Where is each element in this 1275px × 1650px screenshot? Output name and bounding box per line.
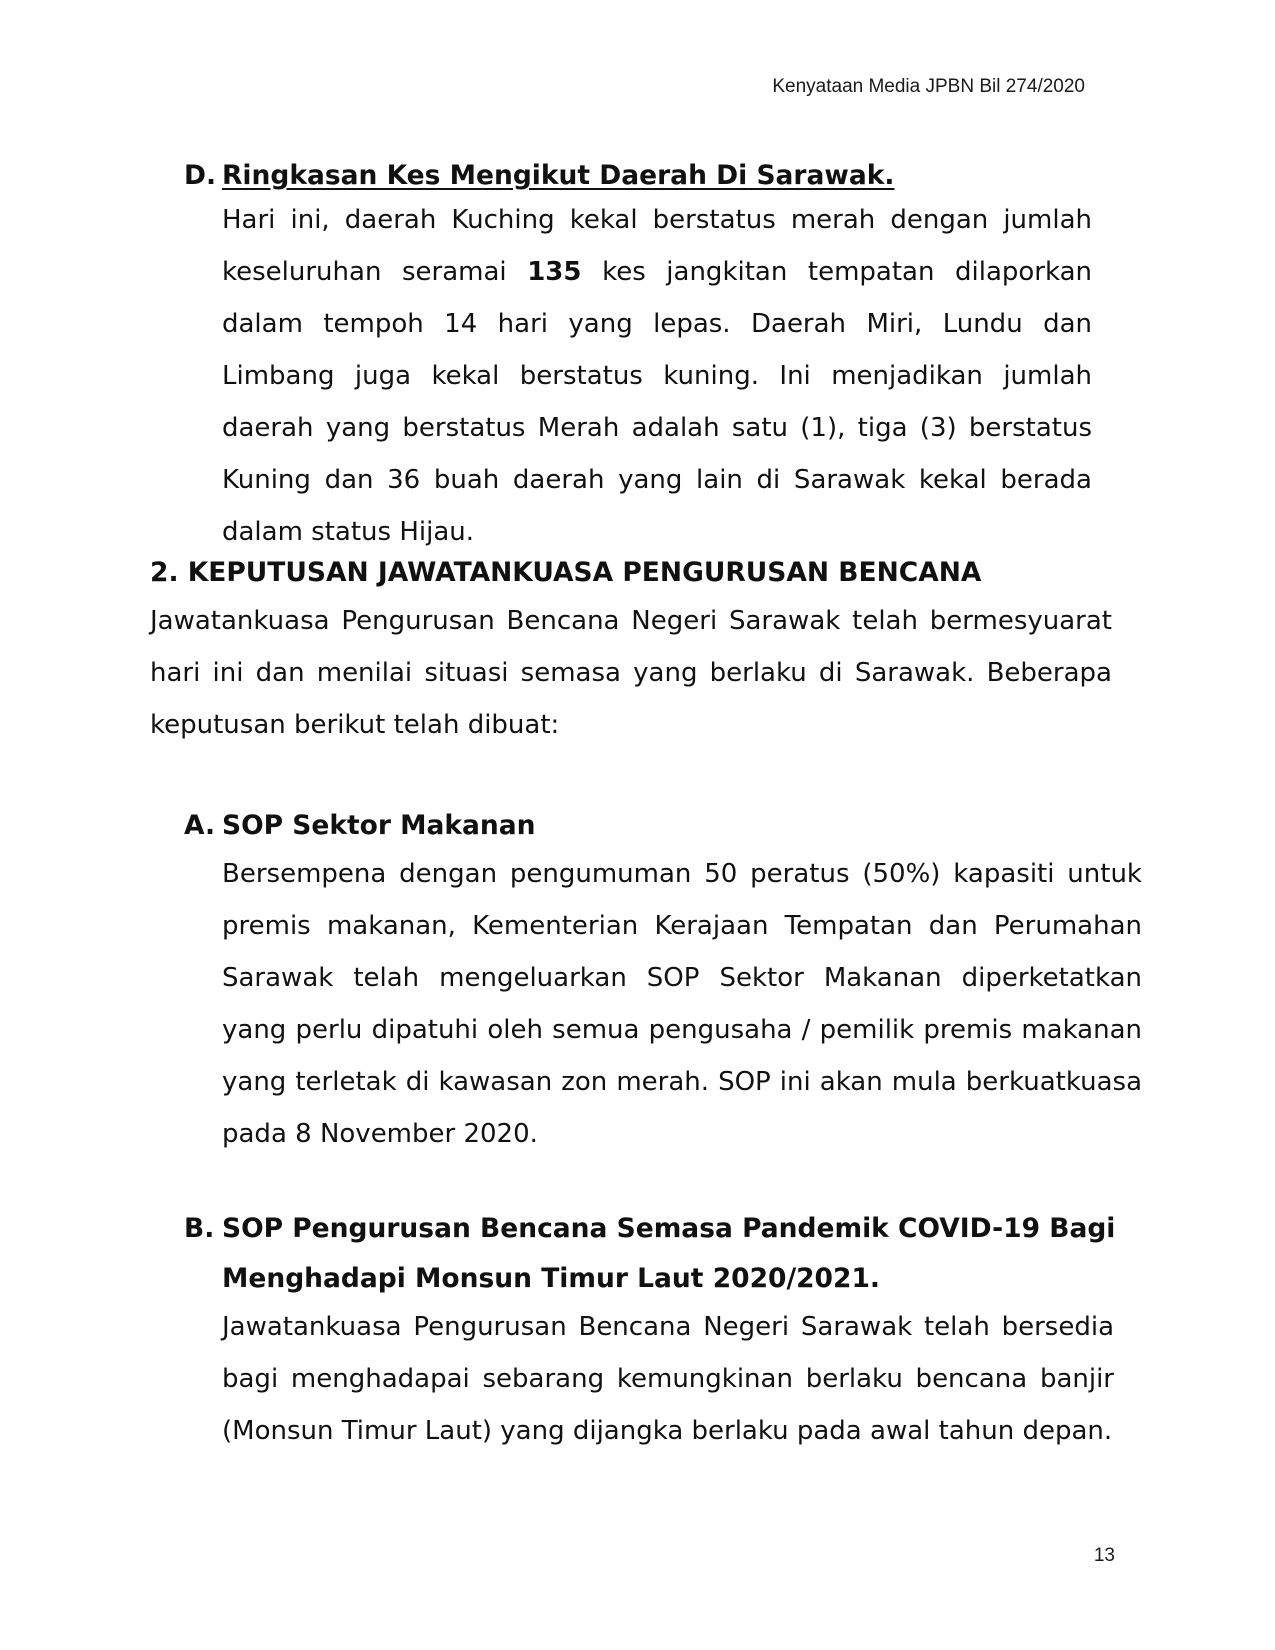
section-d-paragraph (222, 194, 1092, 558)
section-a-title: SOP Sektor Makanan (222, 810, 536, 841)
section-a-body (222, 848, 1142, 1160)
section-2-body (150, 595, 1112, 751)
section-d-body (222, 194, 1092, 558)
section-b-title-line2: Menghadapi Monsun Timur Laut 2020/2021. (222, 1263, 880, 1294)
section-a-paragraph: Bersempena dengan pengumuman 50 peratus (50%) kapasiti untuk premis makanan, Kementerian Kerajaan Tempatan dan Perumahan Sarawak telah mengeluarkan SOP Sektor Makanan diperketatkan yang perlu dipatuhi oleh semua pengusaha / pemilik premis makanan yang terletak di kawasan zon merah. SOP ini akan mula berkuatkuasa pada 8 November 2020. (222, 859, 1142, 1149)
page-header: Kenyataan Media JPBN Bil 274/2020 (772, 76, 1085, 97)
section-b-body (222, 1301, 1114, 1457)
section-a-marker: A. (184, 810, 216, 841)
section-b-heading (184, 1203, 1115, 1255)
section-a-heading (184, 800, 535, 852)
section-d-text-2: kes jangkitan tempatan dilaporkan dalam tempoh 14 hari yang lepas. Daerah Miri, Lundu dan Limbang juga kekal berstatus kuning. Ini menjadikan jumlah daerah yang berstatus Merah adalah satu (1), tiga (3) berstatus Kuning dan 36 buah daerah yang lain di Sarawak kekal berada dalam status Hijau. (222, 257, 1093, 547)
section-d-text-1: Hari ini, daerah Kuching kekal berstatus merah dengan jumlah keseluruhan seramai (222, 205, 1092, 287)
section-b-paragraph: Jawatankuasa Pengurusan Bencana Negeri Sarawak telah bersedia bagi menghadapai sebarang kemungkinan berlaku bencana banjir (Monsun Timur Laut) yang dijangka berlaku pada awal tahun depan. (222, 1312, 1114, 1446)
section-d-marker: D. (184, 160, 217, 191)
section-d-title: Ringkasan Kes Mengikut Daerah Di Sarawak. (222, 160, 895, 191)
section-2-paragraph: Jawatankuasa Pengurusan Bencana Negeri Sarawak telah bermesyuarat hari ini dan menilai situasi semasa yang berlaku di Sarawak. Beberapa keputusan berikut telah dibuat: (150, 606, 1112, 740)
section-b-marker: B. (184, 1213, 215, 1244)
page-number: 13 (1093, 1545, 1115, 1566)
case-count: 135 (527, 257, 582, 287)
section-b-title-line1: SOP Pengurusan Bencana Semasa Pandemik COVID-19 Bagi (222, 1213, 1116, 1244)
section-2-heading: 2. KEPUTUSAN JAWATANKUASA PENGURUSAN BENCANA (150, 557, 982, 588)
